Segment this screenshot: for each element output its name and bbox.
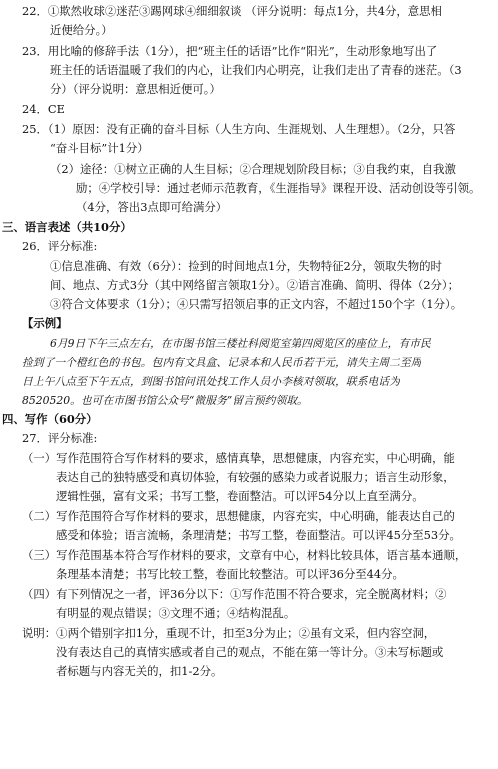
section-heading: 三、语言表述（共10分） [2, 220, 132, 234]
q24-answer: 24．CE [22, 102, 65, 116]
q22-answer-cont: 近便给分。） [50, 23, 113, 37]
q25-answer: 25．（1）原因：没有正确的奋斗目标（人生方向、生涯规划、人生理想）。（2分，只答 [22, 122, 456, 136]
q26-criteria: 间、地点、方式3分（其中网络留言领取1分）。②语言准确、简明、得体（2分）； [50, 278, 460, 292]
q23-answer-cont: 分）（评分说明：意思相近便可。） [50, 82, 221, 96]
grade-level-4-cont: 有明显的观点错误；③文理不通；④结构混乱。 [56, 606, 296, 620]
q23-answer-cont: 班主任的话语温暖了我们的内心，让我们内心明亮，让我们走出了青春的迷茫。（3 [50, 63, 462, 77]
q25-answer-cont: （2）途径：①树立正确的人生目标；②合理规划阶段目标；③自我约束，自我激 [50, 162, 456, 176]
q26-criteria: ①信息准确、有效（6分）：捡到的时间地点1分，失物特征2分，领取失物的时 [50, 259, 442, 273]
grade-level-3-cont: 条理基本清楚；书写比较工整，卷面比较整洁。可以评36分至44分。 [56, 567, 404, 581]
example-text: 8520520。也可在市图书馆公众号“微服务”留言预约领取。 [22, 394, 308, 407]
notes-cont: 没有表达自己的真情实感或者自己的观点，不能在第一等计分。③未写标题或 [56, 645, 444, 659]
q25-answer-cont: “奋斗目标”计1分） [50, 141, 149, 155]
section-heading: 四、写作（60分） [2, 412, 98, 426]
example-text: 日上午八点至下午五点，到图书馆问讯处找工作人员小李核对领取，联系电话为 [22, 375, 400, 388]
q27-label: 27．评分标准: [22, 431, 98, 445]
q25-answer-cont: 励；④学校引导：通过老师示范教育，《生涯指导》课程开设、活动创设等引领。 [76, 181, 481, 195]
grade-level-2-cont: 感受和体验；语言流畅，条理清楚；书写工整，卷面整洁。可以评45分至53分。 [56, 528, 461, 542]
q23-answer: 23．用比喻的修辞手法（1分），把“班主任的话语”比作“阳光”，生动形象地写出了 [22, 44, 438, 58]
grade-level-1-cont: 逻辑性强，富有文采；书写工整，卷面整洁。可以评54分以上直至满分。 [56, 489, 424, 503]
grade-level-2: （二）写作范围符合写作材料的要求，思想健康，内容充实，中心明确，能表达自己的 [22, 509, 455, 523]
q26-label: 26．评分标准: [22, 239, 98, 253]
example-label: 【示例】 [22, 316, 68, 330]
grade-level-4: （四）有下列情况之一者，评36分以下：①写作范围不符合要求，完全脱离材料；② [22, 587, 447, 601]
notes-cont: 者标题与内容无关的，扣1-2分。 [56, 664, 223, 678]
notes: 说明：①两个错别字扣1分，重现不计，扣至3分为止；②虽有文采，但内容空洞， [22, 626, 436, 640]
q25-answer-cont: （4分，答出3点即可给满分） [76, 200, 228, 214]
q22-answer: 22．①欺然收球②迷茫③踢网球④细细叙谈 （评分说明：每点1分，共4分，意思相 [22, 4, 442, 18]
example-text: 捡到了一个橙红色的书包。包内有文具盒、记录本和人民币若干元，请失主周二至周 [22, 356, 422, 369]
example-text: 6月9日下午三点左右，在市图书馆三楼社科阅览室第四阅览区的座位上，有市民 [50, 337, 431, 350]
grade-level-1-cont: 表达自己的独特感受和真切体验，有较强的感染力或者说服力；语言生动形象， [56, 470, 455, 484]
grade-level-1: （一）写作范围符合写作材料的要求，感情真挚，思想健康，内容充实，中心明确，能 [22, 451, 455, 465]
grade-level-3: （三）写作范围基本符合写作材料的要求，文章有中心，材料比较具体，语言基本通顺， [22, 548, 467, 562]
q26-criteria: ③符合文体要求（1分）；④只需写招领启事的正文内容，不超过150个字（1分）。 [50, 297, 463, 311]
